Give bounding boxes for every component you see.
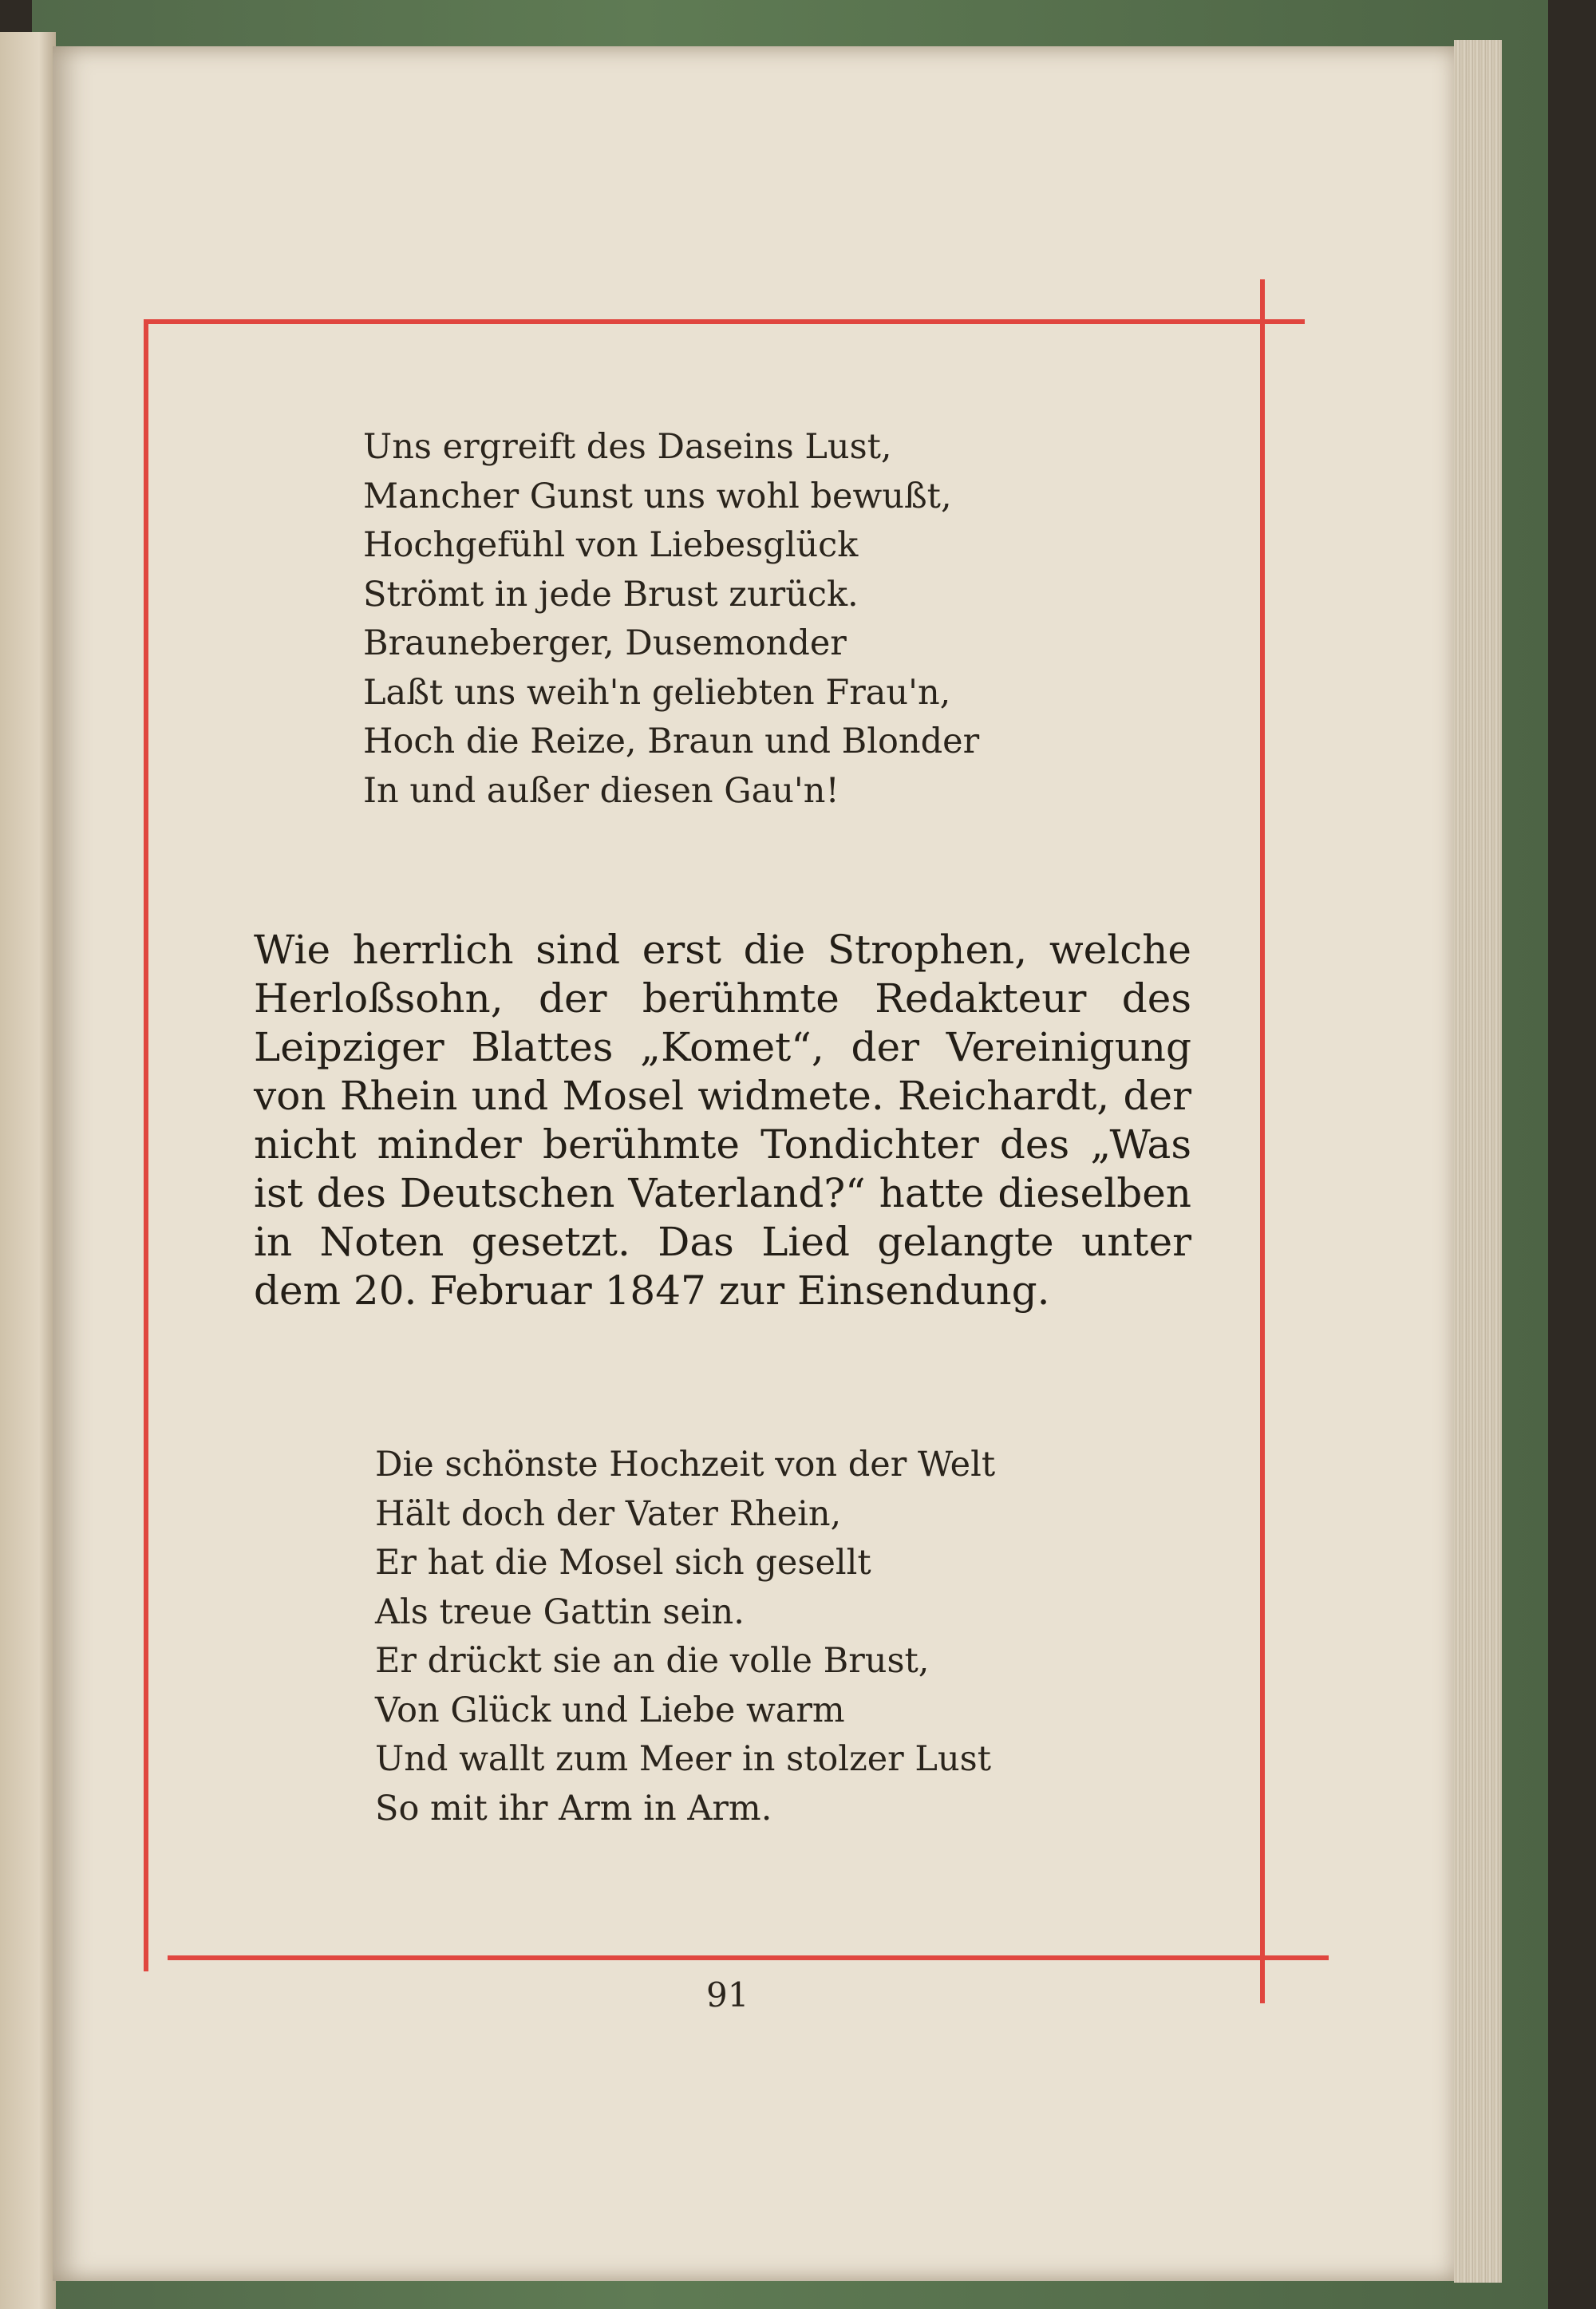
- poem-line: Hoch die Reize, Braun und Blonder: [363, 722, 980, 761]
- frame-rule-right: [1260, 279, 1265, 2003]
- poem-stanza-2: [375, 1441, 995, 1833]
- poem-line: Mancher Gunst uns wohl bewußt,: [363, 476, 952, 516]
- poem-line: Strömt in jede Brust zurück.: [363, 574, 859, 615]
- poem-line: In und außer diesen Gau'n!: [363, 770, 839, 811]
- page-edges: [1454, 40, 1502, 2283]
- poem-line: Er hat die Mosel sich gesellt: [375, 1543, 871, 1583]
- left-page-edge: [0, 32, 56, 2309]
- poem-line: Die schönste Hochzeit von der Welt: [375, 1445, 996, 1485]
- poem-line: Als treue Gattin sein.: [375, 1591, 745, 1632]
- frame-rule-top: [144, 319, 1305, 324]
- poem-line: Hochgefühl von Liebesglück: [363, 525, 859, 565]
- poem-line: Von Glück und Liebe warm: [375, 1690, 845, 1730]
- page-number: 91: [706, 1975, 749, 2014]
- poem-line: Er drückt sie an die volle Brust,: [375, 1641, 930, 1681]
- poem-stanza-1: [363, 423, 979, 816]
- poem-line: Brauneberger, Dusemonder: [363, 623, 847, 663]
- prose-paragraph: Wie herrlich sind erst die Strophen, welche Herloßsohn, der berühmte Redakteur des Leipziger Blattes „Komet“, der Vereinigung von Rhein und Mosel widmete. Reichardt, der nicht minder berühmte Tondichter des „Was ist des Deutschen Vaterland?“ hatte dieselben in Noten gesetzt. Das Lied gelangte unter dem 20. Februar 1847 zur Einsendung.: [254, 927, 1191, 1314]
- frame-rule-bottom: [168, 1955, 1329, 1960]
- poem-line: Und wallt zum Meer in stolzer Lust: [375, 1739, 991, 1779]
- poem-line: So mit ihr Arm in Arm.: [375, 1788, 772, 1829]
- frame-rule-left: [144, 319, 148, 1971]
- poem-line: Hält doch der Vater Rhein,: [375, 1493, 842, 1534]
- poem-line: Laßt uns weih'n geliebten Frau'n,: [363, 672, 951, 713]
- poem-line: Uns ergreift des Daseins Lust,: [363, 427, 892, 467]
